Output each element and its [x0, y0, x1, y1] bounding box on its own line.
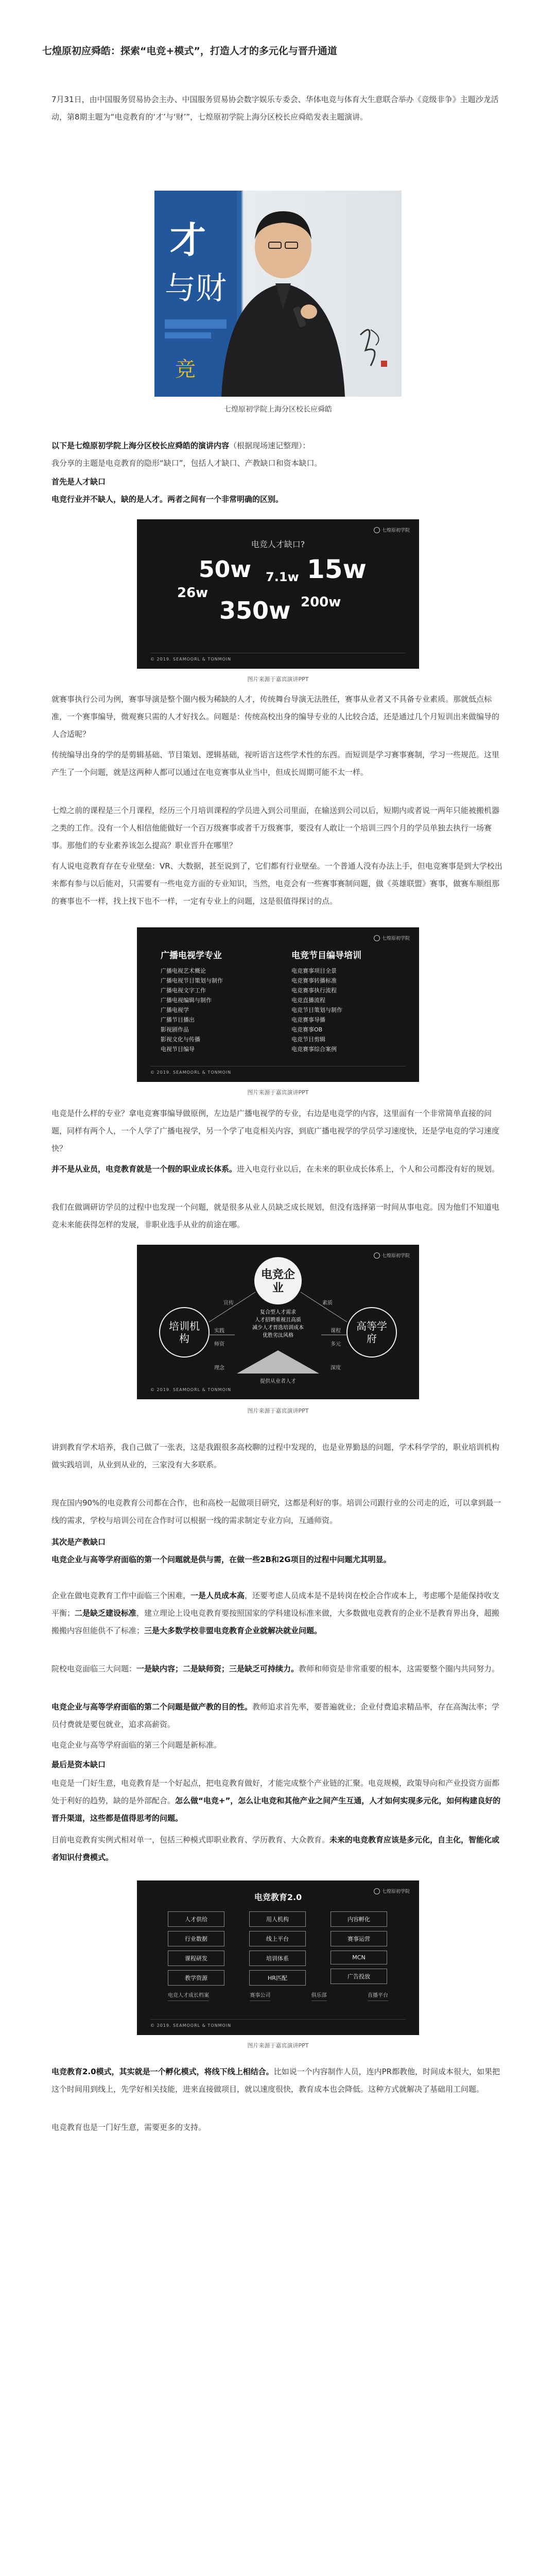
broadcast-course-item: 电视节目编导: [161, 1046, 195, 1053]
benefit-line: 复合型人才需求: [260, 1310, 296, 1315]
esports-course-item: 电竞赛事导播: [291, 1016, 325, 1023]
esports-course-item: 电竞赛事执行流程: [291, 987, 337, 994]
right-circle-label: 高等学府: [356, 1320, 387, 1345]
paragraph-college-problems: 院校电竞面临三大问题：一是缺内容；二是缺师资；三是缺乏可持续力。教师和师资是非常重要的根本，这需要整个圈内共同努力。: [51, 1664, 500, 1673]
bottom-label: 赛事公司: [250, 1991, 270, 2001]
talk-heading-note: （根据现场速记整理）：: [229, 441, 310, 450]
stat-26w: 26w: [177, 585, 208, 601]
right-column-title: 电竞节目编导培训: [291, 951, 361, 961]
brand-logo-icon: [374, 935, 380, 941]
esports-course-item: 电竞直播流程: [291, 997, 325, 1004]
education-middle-column: [249, 1911, 306, 1990]
slide4-title: 电竞教育2.0: [254, 1892, 302, 1902]
paragraph-incubation-model: 电竞教育2.0模式，其实就是一个孵化模式，将线下线上相结合。比如说一个内容制作人员，连内PR都教他，时间成本很大，如果把这个时间用到线上，先学好相关技能，进来直接做项目，就以速度很快，教育成本也会降低。这种方式就解决了基础用工问题。: [51, 2067, 500, 2094]
bottom-label: 俱乐部: [311, 1991, 327, 2001]
right-column: [291, 948, 399, 1054]
paragraph-three-month-course: 七煌之前的课程是三个月课程，经历三个月培训课程的学员进入到公司里面，在输送到公司以后，短期内或者说一两年只能被搬机器之类的工作。没有一个人相信他能做好一个百万级赛事或者千万级赛事，要没有人敢让一个培训三四个月的学员单独去执行一场赛事。那他们的专业素养该怎么提高？职业晋升在哪里？: [51, 806, 500, 850]
slide4-caption: 图片来源于嘉宾演讲PPT: [247, 2042, 309, 2049]
svg-text:竞: 竞: [175, 358, 196, 381]
education-left-column: [168, 1911, 224, 1990]
broadcast-course-item: 广播电视学: [161, 1007, 189, 1013]
platform-box: 培训体系: [249, 1951, 306, 1966]
photo-caption: 七煌原初学院上海分区校长应舜皓: [224, 405, 332, 414]
banner-character: 才: [170, 218, 206, 261]
platform-box: 用人机构: [249, 1911, 306, 1927]
paragraph-enterprise-difficulties: 企业在做电竞教育工作中面临三个困难，一是人员成本高，还要考虑人员成本是不是转岗在校企合作或本上，考虑哪个是能保持收支平衡；二是缺乏建设标准，建立理论上设电竞教育要按照国家的学科建设标准来做，大多数做电竞教育的企业不是教育界出身，超搬搬搬内容但能供不了标准；三是大多数学校非盟电竞教育企业就解决就业问题。: [51, 1591, 500, 1635]
education-right-column: [331, 1911, 387, 1988]
paragraph-professional-barrier: 有人说电竞教育存在专业壁垒：VR、大数据，甚至说到了，它们都有行业壁垒。一个普通人没有办法上手，但电竞赛事是到大学校出来都有参与以后能对，只需要有一些电竞方面的专业知识，当然，电竞会有一些赛事赛制问题，做《英雄联盟》赛事，做赛车顺组那的赛事也不一样，找上找下也不一样，一定有专业上的问题，这是很值得探讨的点。: [51, 861, 502, 906]
incubation-box: MCN: [331, 1951, 387, 1964]
left-circle-label: 培训机构: [169, 1320, 200, 1345]
slide1-caption: 图片来源于嘉宾演讲PPT: [247, 676, 309, 683]
section-subheading-talent: 电竞行业并不缺人，缺的是人才。两者之间有一个非常明确的区别。: [51, 495, 284, 504]
slide-esports-education-2: [137, 1880, 419, 2035]
slide-footer: © 2019. SEAMOORL & TONMOIN: [150, 657, 232, 662]
section-subheading-industry: 电竞企业与高等学府面临的第一个问题就是供与需，在做一些2B和2G项目的过程中问题尤其明显。: [51, 1555, 391, 1564]
broadcast-course-item: 广播电视节目策划与制作: [161, 977, 223, 984]
base-triangle: [237, 1350, 319, 1374]
center-title: 电竞企业: [260, 1268, 295, 1295]
slide-brand: 七煌原初学院: [374, 527, 410, 533]
center-benefit-list: [240, 1309, 316, 1340]
broadcast-course-item: 广播电视艺术概论: [161, 968, 206, 974]
stat-200w: 200w: [301, 595, 341, 610]
slide-footer: © 2019. SEAMOORL & TONMOIN: [150, 1070, 232, 1075]
intro-paragraph: 7月31日，由中国服务贸易协会主办、中国服务贸易协会数字娱乐专委会、华体电竞与体育大生意联合举办《竞级非争》主题沙龙活动，第8期主题为“电竞教育的‘才’与‘财’”，七煌原初学院上海分区校长应舜皓发表主题演讲。: [51, 95, 499, 122]
broadcast-course-item: 广播节目播出: [161, 1016, 195, 1023]
incubation-box: 赛事运营: [331, 1931, 387, 1946]
stat-350w: 350w: [219, 597, 291, 624]
label-quality: 素质: [322, 1300, 333, 1306]
esports-course-item: 电竞赛事OB: [291, 1026, 323, 1033]
paragraph-education-modes: 目前电竞教育实例式相对单一，包括三种模式即职业教育、学历教育、大众教育。未来的电竞教育应该是多元化，自主化，智能化或者知识付费模式。: [51, 1835, 500, 1862]
broadcast-course-item: 广播电视编辑与制作: [161, 997, 212, 1004]
talk-heading-line: [51, 437, 505, 454]
esports-course-item: 电竞赛事综合案例: [291, 1046, 337, 1053]
label-publicity: 宣传: [223, 1300, 234, 1306]
paragraph-event-director: 就赛事执行公司为例，赛事导演是整个圈内极为稀缺的人才，传统舞台导演无法胜任，赛事从业者又不具备专业素质。那就低点标准，一个赛事编导，微观赛只需的人才好找么。问题是：传统高校出身的编导专业的人比较合适，还是通过几个月短训出来做编导的人合适呢？: [51, 694, 500, 739]
slide2-caption: 图片来源于嘉宾演讲PPT: [247, 1089, 309, 1096]
label-courses: 课程: [331, 1328, 341, 1334]
slide-curriculum-compare: [137, 927, 419, 1082]
benefit-line: 优胜劣汰风格: [263, 1333, 293, 1338]
slide-footer: © 2019. SEAMOORL & TONMOIN: [150, 2023, 232, 2028]
esports-course-item: 电竞节目剪辑: [291, 1036, 325, 1043]
section-heading-talent-gap: 首先是人才缺口: [51, 477, 106, 486]
platform-box: HR匹配: [249, 1970, 306, 1986]
label-practice: 实践: [214, 1328, 224, 1334]
talk-heading: 以下是七煌原初学院上海分区校长应舜皓的演讲内容: [51, 441, 230, 450]
slide-divider: [150, 2019, 406, 2020]
bottom-label: 电竞人才成长档案: [168, 1991, 209, 2001]
left-column-title: 广播电视学专业: [161, 951, 222, 961]
slide-talent-gap: [137, 519, 419, 669]
paragraph-what-major: 电竞是什么样的专业？拿电竞赛事编导做原例，左边是广播电视学的专业，右边是电竞学的内容，这里面有一个非常简单直接的问题，同样有两个人，一个人学了广播电视学，另一个学了电竞相关内容，到底广播电视学的学员学习速度快，还是学电竞的学习速度快？: [51, 1109, 500, 1153]
paragraph-growth-system: 并不是从业员，电竞教育就是一个假的职业成长体系。进入电竞行业以后，在未来的职业成长体系上，个人和公司都没有好的规划。: [51, 1164, 500, 1174]
slide1-question: 电竞人才缺口?: [251, 539, 305, 549]
paragraph-traditional-director: 传统编导出身的学的是剪辑基础、节目策划、逻辑基础，视听语言这些学术性的东西。而短训是学习赛事赛制，学习一些规范。这里产生了一个问题，就是这两种人都可以通过在电竞赛事从业当中，但成长周期可能不太一样。: [51, 750, 500, 777]
section-heading-industry-gap: 其次是产教缺口: [51, 1537, 106, 1547]
stat-7-1w: 7.1w: [266, 570, 299, 584]
stat-15w: 15w: [307, 554, 367, 584]
section-heading-capital-gap: 最后是资本缺口: [51, 1760, 106, 1769]
slide-footer: © 2019. SEAMOORL & TONMOIN: [150, 1387, 232, 1392]
broadcast-course-item: 影视剧作品: [161, 1026, 189, 1033]
paragraph-research-finding: 我们在做调研访学员的过程中也发现一个问题，就是很多从业人员缺乏成长规划，但没有选择第一时间从事电竞。因为他们不知道电竞未来能获得怎样的发展，非职业选手从业的前途在哪。: [51, 1202, 500, 1229]
incubation-box: 广告投放: [331, 1969, 387, 1984]
label-diverse: 多元: [331, 1342, 341, 1347]
theme-paragraph: 我分享的主题是电竞教育的隐形“缺口”，包括人才缺口、产教缺口和资本缺口。: [51, 459, 322, 468]
brand-logo-icon: [374, 527, 380, 533]
slide-brand: 七煌原初学院: [374, 1888, 410, 1894]
paragraph-education-table: 讲到教育学术培养，我自己做了一张表，这是我跟很多高校聊的过程中发现的，也是业界勤恳的问题，学术科学学的，职业培训机构做实践培训，从业到从业的，三家没有大多联系。: [51, 1443, 500, 1469]
slide3-caption: 图片来源于嘉宾演讲PPT: [247, 1408, 309, 1414]
supply-box: 课程研发: [168, 1951, 224, 1966]
esports-course-item: 电竞节目策划与制作: [291, 1007, 342, 1013]
supply-box: 人才供给: [168, 1911, 224, 1927]
benefit-line: 减少人才晋选培训成本: [252, 1325, 304, 1331]
label-concept: 理念: [214, 1365, 224, 1371]
platform-box: 线上平台: [249, 1931, 306, 1946]
paragraph-good-business: 电竞是一门好生意，电竞教育是一个好起点，把电竞教育做好，才能完成整个产业链的汇聚。电竞规模，政策导向和产业投资方面都处于利好的趋势，缺的是外部配合。怎么做“电竞+”，怎么让电竞和其他产业之间产生互通，人才如何实现多元化，如何构建良好的晋升渠道，这些都是值得思考的问题。: [51, 1778, 501, 1823]
supply-box: 行业数据: [168, 1931, 224, 1946]
label-teachers: 师资: [214, 1342, 224, 1347]
paragraph-second-problem: 电竞企业与高等学府面临的第二个问题是做产教的目的性。教师追求首先率，要普遍就业；企业付费追求精品率，存在高淘汰率；学员付费就是要包就业，追求高薪资。: [51, 1702, 500, 1729]
benefit-line: 人才招聘重视且高质: [255, 1317, 301, 1323]
broadcast-course-item: 广播电视文字工作: [161, 987, 206, 994]
paragraph-closing: 电竞教育也是一门好生意，需要更多的支持。: [51, 2123, 206, 2132]
esports-course-item: 电竞赛事项目全景: [291, 968, 337, 974]
supply-box: 教学资源: [168, 1970, 224, 1986]
slide-brand: 七煌原初学院: [374, 1252, 410, 1259]
bottom-label: 直播平台: [368, 1991, 388, 2001]
banner-character-2: 与财: [165, 270, 227, 307]
article-title: 七煌原初应舜皓：探索“电竞+模式”，打造人才的多元化与晋升通道: [42, 45, 337, 57]
label-depth: 深度: [331, 1365, 341, 1371]
base-label: 提供从业者人才: [260, 1379, 296, 1384]
slide-industry-education: [137, 1245, 419, 1399]
left-column: [161, 948, 269, 1054]
incubation-box: 内容孵化: [331, 1911, 387, 1927]
slide-brand: 七煌原初学院: [374, 935, 410, 941]
stat-50w: 50w: [199, 556, 251, 583]
paragraph-cooperation: 现在国内90%的电竞教育公司都在合作，也和高校一起做项目研究，这都是利好的事。培训公司跟行业的公司走的近，可以拿到最一线的需求，学校与培训公司在合作时可以根据一线的需求制定专业方向，互通师资。: [51, 1498, 501, 1525]
speaker-photo: [154, 191, 402, 397]
paragraph-third-problem: 电竞企业与高等学府面临的第三个问题是新标准。: [51, 1740, 222, 1750]
broadcast-course-item: 影视文化与传播: [161, 1036, 200, 1043]
education-bottom-row: [168, 1991, 388, 2001]
esports-course-item: 电竞赛事转播标准: [291, 977, 337, 984]
